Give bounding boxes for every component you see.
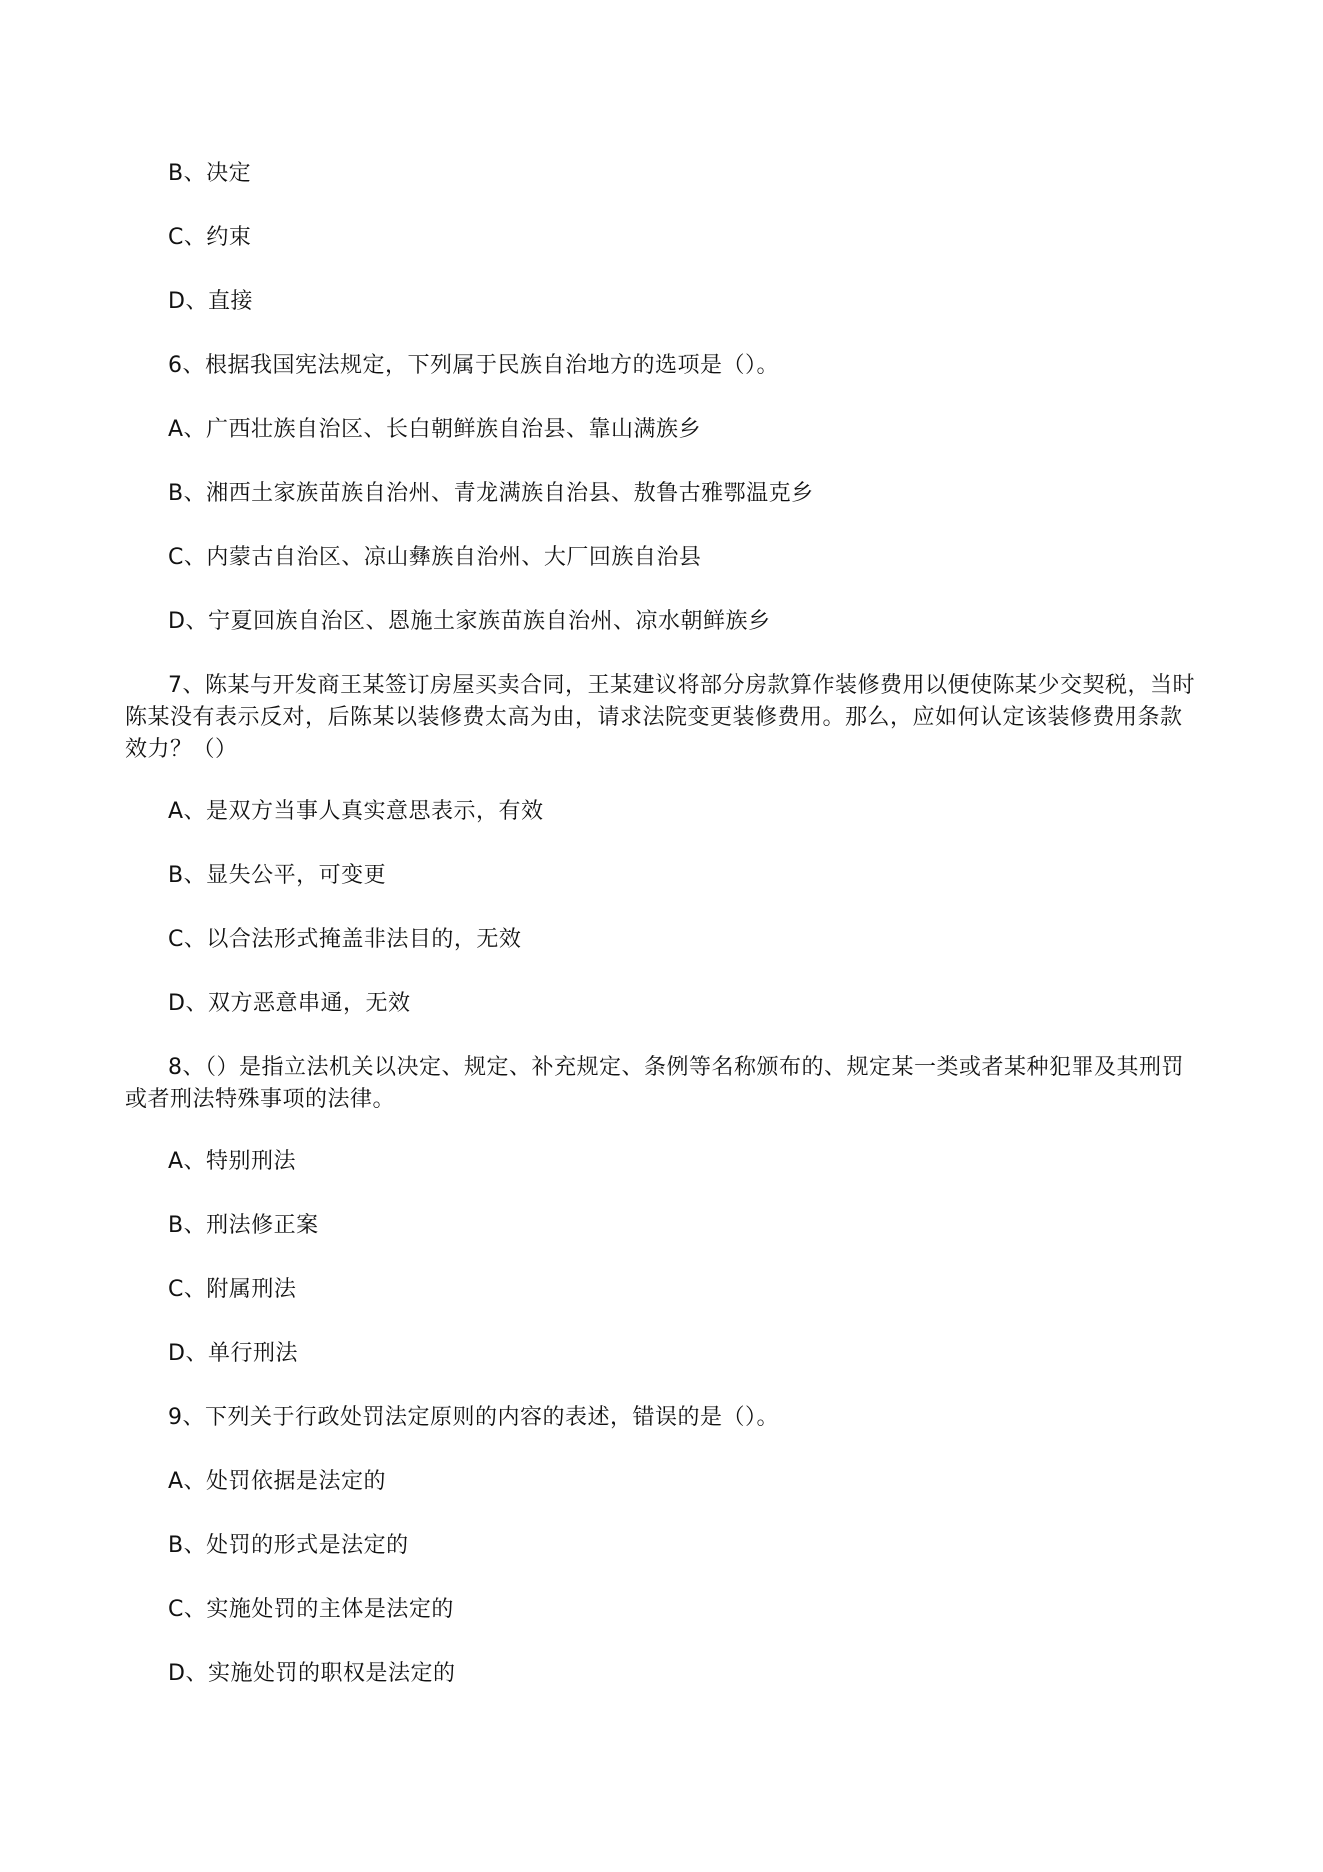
- question-7-option-c: C、以合法形式掩盖非法目的，无效: [168, 927, 522, 952]
- option-c-fragment: C、约束: [168, 225, 252, 250]
- question-7-option-b: B、显失公平，可变更: [168, 863, 387, 888]
- question-6-option-c: C、内蒙古自治区、凉山彝族自治州、大厂回族自治县: [168, 545, 702, 570]
- question-7-option-a: A、是双方当事人真实意思表示，有效: [168, 799, 544, 824]
- question-6-option-a: A、广西壮族自治区、长白朝鲜族自治县、靠山满族乡: [168, 417, 702, 442]
- question-6-option-d: D、宁夏回族自治区、恩施土家族苗族自治州、凉水朝鲜族乡: [168, 609, 771, 634]
- question-9-option-d: D、实施处罚的职权是法定的: [168, 1661, 456, 1686]
- question-8-stem: 8、（）是指立法机关以决定、规定、补充规定、条例等名称颁布的、规定某一类或者某种犯罪及其刑罚或者刑法特殊事项的法律。: [125, 1055, 1185, 1112]
- option-b-fragment: B、决定: [168, 161, 252, 186]
- question-6-option-b: B、湘西土家族苗族自治州、青龙满族自治县、敖鲁古雅鄂温克乡: [168, 481, 814, 506]
- question-9-option-c: C、实施处罚的主体是法定的: [168, 1597, 454, 1622]
- question-7-stem: 7、陈某与开发商王某签订房屋买卖合同，王某建议将部分房款算作装修费用以便使陈某少交契税，当时陈某没有表示反对，后陈某以装修费太高为由，请求法院变更装修费用。那么，应如何认定该装修费用条款效力？（）: [125, 673, 1196, 762]
- question-9-stem: 9、下列关于行政处罚法定原则的内容的表述，错误的是（）。: [168, 1405, 779, 1430]
- question-6-stem: 6、根据我国宪法规定，下列属于民族自治地方的选项是（）。: [168, 353, 779, 378]
- question-9-option-b: B、处罚的形式是法定的: [168, 1533, 409, 1558]
- question-9-option-a: A、处罚依据是法定的: [168, 1469, 387, 1494]
- question-8-option-d: D、单行刑法: [168, 1341, 298, 1366]
- question-8-option-c: C、附属刑法: [168, 1277, 297, 1302]
- question-7-option-d: D、双方恶意串通，无效: [168, 991, 411, 1016]
- question-8-option-b: B、刑法修正案: [168, 1213, 319, 1238]
- option-d-fragment: D、直接: [168, 289, 253, 314]
- question-8-option-a: A、特别刑法: [168, 1149, 297, 1174]
